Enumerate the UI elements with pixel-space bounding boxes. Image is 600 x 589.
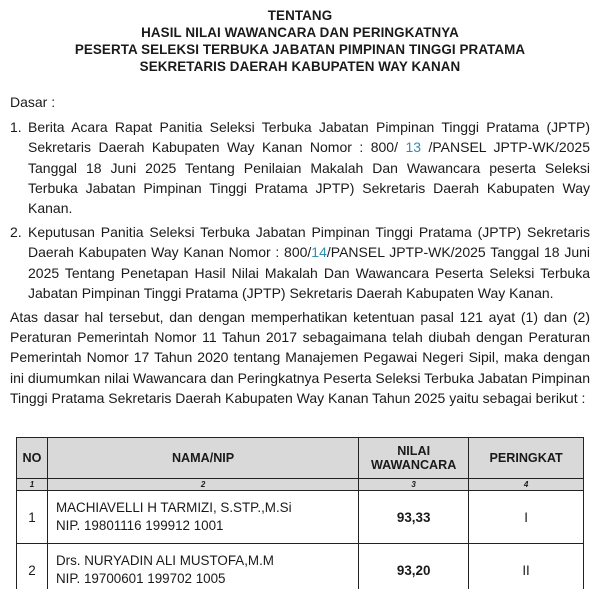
item-number: 2.	[10, 224, 22, 241]
dasar-list	[10, 117, 590, 303]
cell-peringkat: I	[469, 491, 584, 544]
item-number-highlight: 14	[311, 244, 327, 261]
cell-nip: NIP. 19801116 199912 1001	[55, 518, 224, 533]
header-nama: NAMA/NIP	[47, 438, 358, 479]
dasar-item-1	[10, 117, 590, 218]
dasar-item-2	[10, 222, 590, 303]
cell-nama: Drs. NURYADIN ALI MUSTOFA,M.M	[55, 553, 274, 568]
header-line-tentang: TENTANG	[267, 8, 333, 23]
index-cell: 3	[359, 479, 469, 491]
item-text-part-b: /PANSEL JPTP-WK/2025 Tanggal 18 Juni 2025 Tentang Penetapan Hasil Nilai Makalah Dan Wawancara Peserta Seleksi Terbuka Jabatan Pimpinan Tinggi Pratama (JPTP) Sekretaris Daerah Kabupaten Way Kanan.	[28, 244, 590, 301]
cell-nilai: 93,33	[359, 491, 469, 544]
cell-no: 1	[17, 491, 48, 544]
cell-nama-nip	[47, 491, 358, 544]
item-number-highlight: 13	[405, 139, 422, 156]
index-cell: 4	[469, 479, 584, 491]
item-text-part-a: Berita Acara Rapat Panitia Seleksi Terbuka Jabatan Pimpinan Tinggi Pratama (JPTP) Sekretaris Daerah Kabupaten Way Kanan Nomor : 800/	[28, 119, 590, 156]
item-number: 1.	[10, 119, 22, 136]
header-line-sekda: SEKRETARIS DAERAH KABUPATEN WAY KANAN	[139, 59, 461, 74]
table-row	[17, 491, 584, 544]
document-header	[0, 7, 600, 75]
header-nilai-line1: NILAI	[397, 444, 431, 458]
index-cell: 1	[17, 479, 48, 491]
header-peringkat: PERINGKAT	[469, 438, 584, 479]
header-no: NO	[17, 438, 48, 479]
header-line-hasil: HASIL NILAI WAWANCARA DAN PERINGKATNYA	[141, 25, 459, 40]
dasar-label: Dasar :	[10, 94, 56, 110]
item-text-part-a: Keputusan Panitia Seleksi Terbuka Jabatan Pimpinan Tinggi Pratama (JPTP) Sekretaris Daerah Kabupaten Way Kanan Nomor : 800/	[28, 224, 590, 261]
table-row	[17, 544, 584, 589]
cell-no: 2	[17, 544, 48, 589]
document-body	[10, 92, 590, 408]
header-nilai-line2: WAWANCARA	[370, 458, 457, 472]
header-line-peserta: PESERTA SELEKSI TERBUKA JABATAN PIMPINAN TINGGI PRATAMA	[74, 42, 526, 57]
cell-peringkat: II	[469, 544, 584, 589]
results-table	[16, 437, 584, 589]
cell-nama: MACHIAVELLI H TARMIZI, S.STP.,M.Si	[55, 500, 292, 515]
announcement-paragraph: Atas dasar hal tersebut, dan dengan memperhatikan ketentuan pasal 121 ayat (1) dan (2) Peraturan Pemerintah Nomor 11 Tahun 2017 sebagaimana telah diubah dengan Peraturan Pemerintah Nomor 17 Tahun 2020 tentang Manajemen Pegawai Negeri Sipil, maka dengan ini diumumkan nilai Wawancara dan Peringkatnya Peserta Seleksi Terbuka Jabatan Pimpinan Tinggi Pratama Sekretaris Daerah Kabupaten Way Kanan Tahun 2025 yaitu sebagai berikut :	[10, 309, 590, 406]
table-header-row	[17, 438, 584, 479]
table-index-row	[17, 479, 584, 491]
cell-nilai: 93,20	[359, 544, 469, 589]
header-nilai	[359, 438, 469, 479]
cell-nama-nip	[47, 544, 358, 589]
cell-nip: NIP. 19700601 199702 1005	[55, 571, 226, 586]
item-text-part-b: /PANSEL JPTP-WK/2025 Tanggal 18 Juni 2025 Tentang Penilaian Makalah Dan Wawancara peserta Seleksi Terbuka Jabatan Pimpinan Tinggi Pratama JPTP) Sekretaris Daerah Kabupaten Way Kanan.	[28, 139, 590, 217]
index-cell: 2	[47, 479, 358, 491]
